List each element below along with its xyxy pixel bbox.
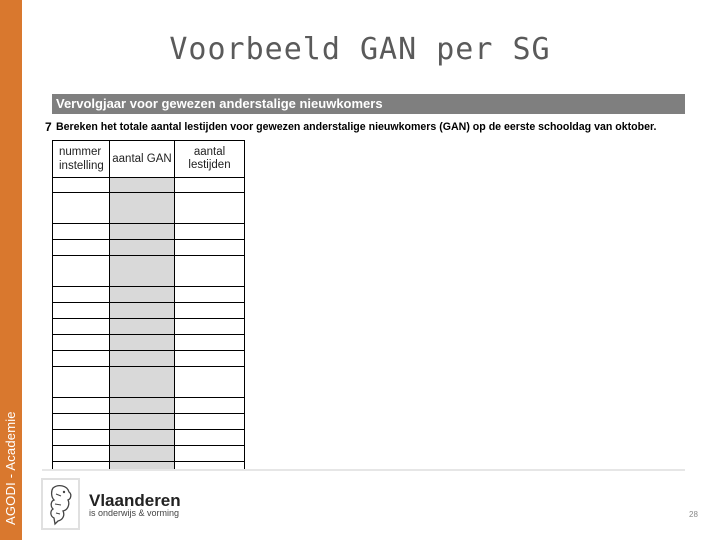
cell-lestijden[interactable]	[175, 351, 245, 367]
cell-lestijden[interactable]	[175, 178, 245, 193]
cell-lestijden[interactable]	[175, 303, 245, 319]
cell-lestijden[interactable]	[175, 287, 245, 303]
side-bar	[0, 0, 22, 540]
table-row	[53, 193, 245, 224]
spreadsheet-screenshot	[42, 94, 685, 470]
table-row	[53, 414, 245, 430]
sheet-bottom-edge	[42, 469, 685, 471]
table-body	[53, 178, 245, 471]
cell-instelling[interactable]	[53, 287, 110, 303]
sheet-header: Vervolgjaar voor gewezen anderstalige nieuwkomers	[52, 94, 685, 114]
column-header-lestijden: aantal lestijden	[175, 141, 245, 178]
question-text: Bereken het totale aantal lestijden voor gewezen anderstalige nieuwkomers (GAN) op de eerste schooldag van oktober.	[56, 121, 657, 133]
table-row	[53, 367, 245, 398]
cell-gan[interactable]	[110, 224, 175, 240]
table-row	[53, 446, 245, 462]
cell-gan[interactable]	[110, 335, 175, 351]
cell-gan[interactable]	[110, 414, 175, 430]
cell-gan[interactable]	[110, 430, 175, 446]
table-row	[53, 398, 245, 414]
cell-instelling[interactable]	[53, 446, 110, 462]
cell-lestijden[interactable]	[175, 446, 245, 462]
cell-gan[interactable]	[110, 398, 175, 414]
cell-instelling[interactable]	[53, 414, 110, 430]
cell-instelling[interactable]	[53, 178, 110, 193]
cell-instelling[interactable]	[53, 240, 110, 256]
cell-lestijden[interactable]	[175, 367, 245, 398]
table-row	[53, 351, 245, 367]
cell-lestijden[interactable]	[175, 193, 245, 224]
cell-gan[interactable]	[110, 446, 175, 462]
cell-lestijden[interactable]	[175, 240, 245, 256]
cell-instelling[interactable]	[53, 224, 110, 240]
table-header-row	[53, 141, 245, 178]
cell-gan[interactable]	[110, 351, 175, 367]
cell-lestijden[interactable]	[175, 224, 245, 240]
cell-instelling[interactable]	[53, 319, 110, 335]
table-row	[53, 303, 245, 319]
cell-instelling[interactable]	[53, 303, 110, 319]
cell-lestijden[interactable]	[175, 319, 245, 335]
cell-gan[interactable]	[110, 178, 175, 193]
cell-lestijden[interactable]	[175, 398, 245, 414]
column-header-instelling: nummer instelling	[53, 141, 110, 178]
cell-gan[interactable]	[110, 319, 175, 335]
table-row	[53, 287, 245, 303]
cell-lestijden[interactable]	[175, 414, 245, 430]
cell-lestijden[interactable]	[175, 335, 245, 351]
cell-gan[interactable]	[110, 240, 175, 256]
side-label: AGODI - Academie	[3, 411, 18, 525]
brand-name: Vlaanderen	[89, 491, 181, 510]
table-row	[53, 319, 245, 335]
brand-tagline: is onderwijs & vorming	[89, 508, 180, 518]
cell-instelling[interactable]	[53, 351, 110, 367]
table-row	[53, 430, 245, 446]
cell-gan[interactable]	[110, 193, 175, 224]
cell-gan[interactable]	[110, 367, 175, 398]
data-table	[52, 140, 245, 470]
slide-title: Voorbeeld GAN per SG	[169, 32, 551, 67]
table-row	[53, 178, 245, 193]
cell-instelling[interactable]	[53, 367, 110, 398]
table-row	[53, 224, 245, 240]
cell-instelling[interactable]	[53, 430, 110, 446]
cell-instelling[interactable]	[53, 398, 110, 414]
flemish-lion-icon	[41, 478, 80, 530]
cell-instelling[interactable]	[53, 335, 110, 351]
question-number: 7	[45, 120, 52, 134]
table-row	[53, 335, 245, 351]
cell-instelling[interactable]	[53, 193, 110, 224]
table-row	[53, 240, 245, 256]
table-row	[53, 256, 245, 287]
column-header-gan: aantal GAN	[110, 141, 175, 178]
cell-gan[interactable]	[110, 256, 175, 287]
cell-gan[interactable]	[110, 303, 175, 319]
cell-gan[interactable]	[110, 287, 175, 303]
page-number: 28	[689, 510, 698, 519]
cell-lestijden[interactable]	[175, 430, 245, 446]
cell-lestijden[interactable]	[175, 256, 245, 287]
cell-instelling[interactable]	[53, 256, 110, 287]
